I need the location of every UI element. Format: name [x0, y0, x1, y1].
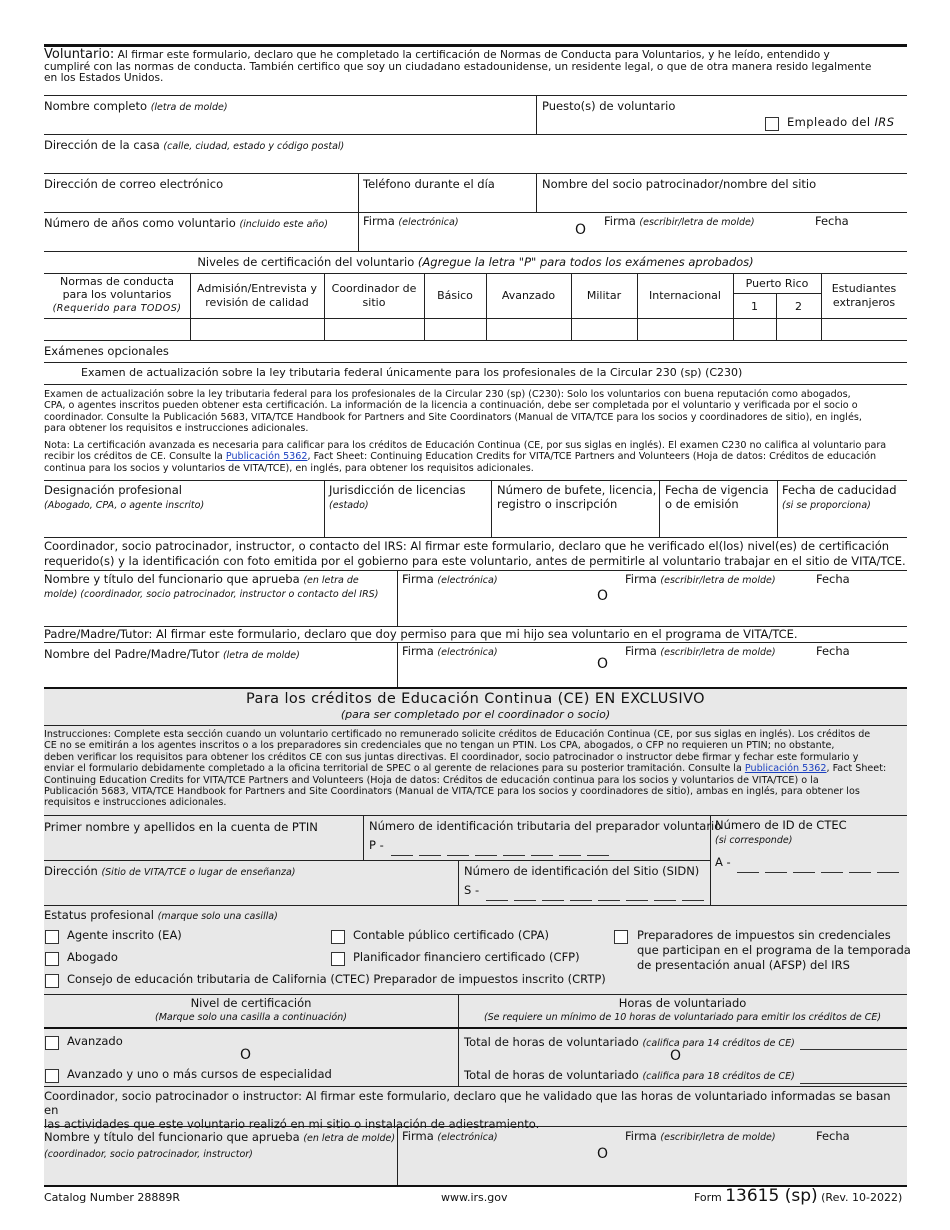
catalog-number: Catalog Number 28889R [44, 1191, 181, 1204]
ptin-label: Número de identificación tributaria del preparador voluntario [369, 819, 722, 833]
hours-18-label: Total de horas de voluntariado (califica para 18 créditos de CE) [464, 1068, 795, 1082]
status-attorney-label: Abogado [67, 950, 118, 964]
col-pr-1: 1 [751, 300, 758, 313]
col-military-header: Militar [586, 289, 622, 302]
level-advanced-checkbox[interactable] [45, 1036, 59, 1050]
years-label: Número de años como voluntario (incluido este año) [44, 216, 328, 230]
ce-publication-5362-link[interactable]: Publicación 5362 [744, 763, 827, 775]
status-ea-checkbox[interactable] [45, 930, 59, 944]
volunteer-signature-field[interactable] [360, 232, 906, 250]
full-name-label: Nombre completo (letra de molde) [44, 99, 228, 113]
email-label: Dirección de correo electrónico [44, 177, 224, 191]
sidn-field[interactable] [484, 882, 706, 902]
ptin-name-label: Primer nombre y apellidos en la cuenta de PTIN [44, 820, 318, 834]
ctec-field[interactable] [735, 853, 905, 873]
ce-approver-signature-field[interactable] [399, 1162, 906, 1184]
hours-or-symbol: O [670, 1048, 682, 1064]
form-number: Form 13615 (sp) (Rev. 10-2022) [694, 1186, 903, 1206]
status-afsp-label: Preparadores de impuestos sin credenciales que participan en el programa de la temporada de presentación anual (AFSP) del IRS [637, 928, 911, 972]
cert-level-label: Nivel de certificación [190, 996, 312, 1010]
approver-signature-field[interactable] [399, 604, 906, 625]
or-symbol: O [575, 222, 587, 238]
license-number-label: Número de bufete, licencia, registro o inscripción [497, 483, 657, 511]
col-pr-header: Puerto Rico [745, 277, 809, 290]
form-13615-page [44, 44, 911, 1214]
effective-date-label: Fecha de vigencia o de emisión [665, 483, 769, 511]
irs-website: www.irs.gov [441, 1191, 508, 1204]
volunteer-statement: Voluntario: Al firmar este formulario, declaro que he completado la certificación de Normas de Conducta para Voluntarios, y he leído, entendido y cumpliré con las normas de conducta. También certifico que soy un ciudadano estadounidense, un residente legal, o que de otra manera resido legalmente en los Estados Unidos. [44, 47, 872, 84]
full-name-field[interactable] [44, 114, 534, 134]
positions-label: Puesto(s) de voluntario [542, 99, 676, 113]
advanced-score-field[interactable] [487, 319, 570, 339]
status-ea-label: Agente inscrito (EA) [67, 928, 182, 942]
guardian-statement: Padre/Madre/Tutor: Al firmar este formulario, declaro que doy permiso para que mi hijo sea voluntario en el programa de VITA/TCE. [44, 627, 798, 641]
cert-level-hint: (Marque solo una casilla a continuación) [155, 1012, 347, 1023]
hours-18-field[interactable] [800, 1066, 906, 1082]
guardian-date-label: Fecha [816, 644, 850, 658]
ce-note-paragraph: Nota: La certificación avanzada es necesaria para calificar para los créditos de Educación Continua (CE, por sus siglas en inglés). El examen C230 no califica al voluntario para recibir los créditos de CE. Consulte la Publicación 5362, Fact Sheet: Continuing Education Credits for VITA/TCE Partners and Volunteers (Hoja de datos: Créditos de educación continua para los socios y voluntarios de VITA/TCE), en inglés, para obtener los requisitos adicionales. [44, 440, 887, 474]
col-foreign-header: Estudiantes extranjeros [831, 282, 897, 309]
phone-field[interactable] [360, 192, 534, 211]
irs-employee-checkbox[interactable] [765, 117, 779, 131]
col-international-header: Internacional [649, 289, 721, 302]
ce-instructions: Instrucciones: Complete esta sección cuando un voluntario certificado no remunerado solicite créditos de Educación Continua (CE, por sus siglas en inglés). Los créditos de CE no se emitirán a los agentes inscritos o a los preparadores sin credenciales que no tengan un PTIN. Los CPA, abogados, o CFP no requieren un PTIN; no obstante, deben verificar los requisitos para obtener los créditos CE con sus juntas directivas. El coordinador, socio patrocinador o instructor debe firmar y fechar este formulario y enviar el formulario debidamente completado a la oficina territorial de SPEC o al gerente de relaciones para su posterior tramitación. Consulte la Publicación 5362, Fact Sheet: Continuing Education Credits for VITA/TCE Partners and Volunteers (Hoja de datos: Créditos de educación continua para los socios y voluntarios de VITA/TCE) o la Publicación 5683, VITA/TCE Handbook for Partners and Site Coordinators (Manual de VITA/TCE para los socios y coordinadores de sitio), ambas en inglés, para obtener los requisitos e instrucciones adicionales. [44, 729, 887, 809]
level-advanced-label: Avanzado [67, 1034, 123, 1048]
guardian-signature-label: Firma (electrónica) [402, 644, 498, 658]
ce-or-symbol: O [597, 1146, 609, 1162]
approver-statement: Coordinador, socio patrocinador, instructor, o contacto del IRS: Al firmar este formulario, declaro que he verificado el(los) nivel(es) de certificación requerido(s) y la identificación con foto emitida por el gobierno para este voluntario, antes de permitirle al voluntario trabajar en el sitio de VITA/TCE. [44, 539, 906, 568]
home-address-field[interactable] [44, 152, 907, 172]
license-number-field[interactable] [493, 514, 657, 536]
expiration-date-label: Fecha de caducidad (si se proporciona) [782, 483, 897, 511]
email-field[interactable] [44, 192, 356, 211]
home-address-label: Dirección de la casa (calle, ciudad, estado y código postal) [44, 138, 345, 152]
col-pr-2: 2 [795, 300, 802, 313]
irs-employee-label: Empleado del IRS [787, 115, 895, 129]
intake-score-field[interactable] [191, 319, 323, 339]
ctec-prefix: A - [715, 855, 731, 869]
sidn-label: Número de identificación del Sitio (SIDN) [464, 864, 700, 878]
col-site-header: Coordinador de sitio [331, 282, 417, 309]
level-advanced-specialty-checkbox[interactable] [45, 1069, 59, 1083]
volunteer-heading: Voluntario: [44, 47, 115, 62]
publication-5362-link[interactable]: Publicación 5362 [225, 451, 308, 463]
approver-write-label: Firma (escribir/letra de molde) [625, 572, 776, 586]
status-afsp-checkbox[interactable] [614, 930, 628, 944]
status-cfp-checkbox[interactable] [331, 952, 345, 966]
top-rule [44, 44, 907, 47]
ptin-prefix: P - [369, 838, 384, 852]
guardian-or-symbol: O [597, 656, 609, 672]
c230-row-label: Examen de actualización sobre la ley tributaria federal únicamente para los profesionales de la Circular 230 (sp) (C230) [81, 366, 743, 379]
volunteer-date-label: Fecha [815, 214, 849, 228]
col-standards-header: Normas de conducta para los voluntarios (Requerido para TODOS) [52, 275, 182, 314]
status-cpa-checkbox[interactable] [331, 930, 345, 944]
status-label: Estatus profesional (marque solo una casilla) [44, 908, 278, 922]
level-or-symbol: O [240, 1047, 252, 1063]
jurisdiction-field[interactable] [326, 514, 489, 536]
cert-levels-title: Niveles de certificación del voluntario (Agregue la letra "P" para todos los exámenes aprobados) [197, 255, 754, 269]
approver-or-symbol: O [597, 588, 609, 604]
sidn-prefix: S - [464, 883, 480, 897]
approver-signature-label: Firma (electrónica) [402, 572, 498, 586]
ptin-name-field[interactable] [44, 836, 361, 858]
c230-paragraph: Examen de actualización sobre la ley tributaria federal para los profesionales de la Circular 230 (sp) (C230): Solo los voluntarios con buena reputación como abogados, CPA, o agentes inscritos pueden obtener esta certificación. La información de la licencia a continuación, debe ser completada por el voluntario y verificada por el socio o coordinador. Consulte la Publicación 5683, VITA/TCE Handbook for Partners and Site Coordinators (Manual de VITA/TCE para los socios y coordinadores de sitio), en inglés, para obtener los requisitos e instrucciones adicionales. [44, 389, 862, 435]
status-cpa-label: Contable público certificado (CPA) [353, 928, 549, 942]
ce-address-label: Dirección (Sitio de VITA/TCE o lugar de enseñanza) [44, 864, 296, 878]
guardian-signature-field[interactable] [399, 662, 906, 686]
status-ctec-checkbox[interactable] [45, 974, 59, 988]
hours-14-label: Total de horas de voluntariado (califica para 14 créditos de CE) [464, 1035, 795, 1049]
ce-approver-date-label: Fecha [816, 1129, 850, 1143]
designation-field[interactable] [44, 514, 322, 536]
status-ctec-label: Consejo de educación tributaria de California (CTEC) Preparador de impuestos inscrito (CRTP) [67, 972, 606, 986]
ce-approver-write-label: Firma (escribir/letra de molde) [625, 1129, 776, 1143]
col-advanced-header: Avanzado [501, 289, 556, 302]
ce-address-field[interactable] [44, 880, 456, 904]
effective-date-field[interactable] [661, 514, 775, 536]
volunteer-write-label: Firma (escribir/letra de molde) [604, 214, 755, 228]
ce-approver-signature-label: Firma (electrónica) [402, 1129, 498, 1143]
ce-approver-name-label: Nombre y título del funcionario que aprueba (en letra de molde) (coordinador, socio patrocinador, instructor) [44, 1130, 396, 1160]
approver-date-label: Fecha [816, 572, 850, 586]
status-cfp-label: Planificador financiero certificado (CFP) [353, 950, 580, 964]
validate-statement: Coordinador, socio patrocinador o instructor: Al firmar este formulario, declaro que he validado que las horas de voluntariado informadas se basan en las actividades que este voluntario realizó en mi sitio o instalación de adiestramiento. [44, 1089, 891, 1131]
col-intake-header: Admisión/Entrevista y revisión de calidad [197, 282, 317, 309]
ce-title: Para los créditos de Educación Continua (CE) EN EXCLUSIVO [246, 691, 705, 707]
volunteer-signature-label: Firma (electrónica) [363, 214, 459, 228]
guardian-name-label: Nombre del Padre/Madre/Tutor (letra de molde) [44, 647, 300, 661]
approver-name-label: Nombre y título del funcionario que aprueba (en letra de molde) (coordinador, socio patrocinador, instructor o contacto del IRS) [44, 572, 379, 600]
hours-hint: (Se requiere un mínimo de 10 horas de voluntariado para emitir los créditos de CE) [483, 1012, 882, 1023]
hours-label: Horas de voluntariado [618, 996, 747, 1010]
ce-subtitle: (para ser completado por el coordinador o socio) [340, 708, 611, 721]
col-basic-header: Básico [437, 289, 473, 302]
sponsor-field[interactable] [538, 192, 906, 211]
sponsor-label: Nombre del socio patrocinador/nombre del sitio [542, 177, 817, 191]
designation-label: Designación profesional (Abogado, CPA, o agente inscrito) [44, 483, 205, 511]
ctec-label: Número de ID de CTEC (si corresponde) [715, 818, 847, 846]
optional-exams-label: Exámenes opcionales [44, 344, 169, 358]
ptin-field[interactable] [389, 836, 614, 856]
guardian-write-label: Firma (escribir/letra de molde) [625, 644, 776, 658]
expiration-date-field[interactable] [779, 514, 906, 536]
jurisdiction-label: Jurisdicción de licencias (estado) [329, 483, 466, 511]
phone-label: Teléfono durante el día [363, 177, 495, 191]
status-attorney-checkbox[interactable] [45, 952, 59, 966]
hours-14-field[interactable] [800, 1032, 906, 1048]
level-advanced-specialty-label: Avanzado y uno o más cursos de especialidad [67, 1067, 332, 1081]
